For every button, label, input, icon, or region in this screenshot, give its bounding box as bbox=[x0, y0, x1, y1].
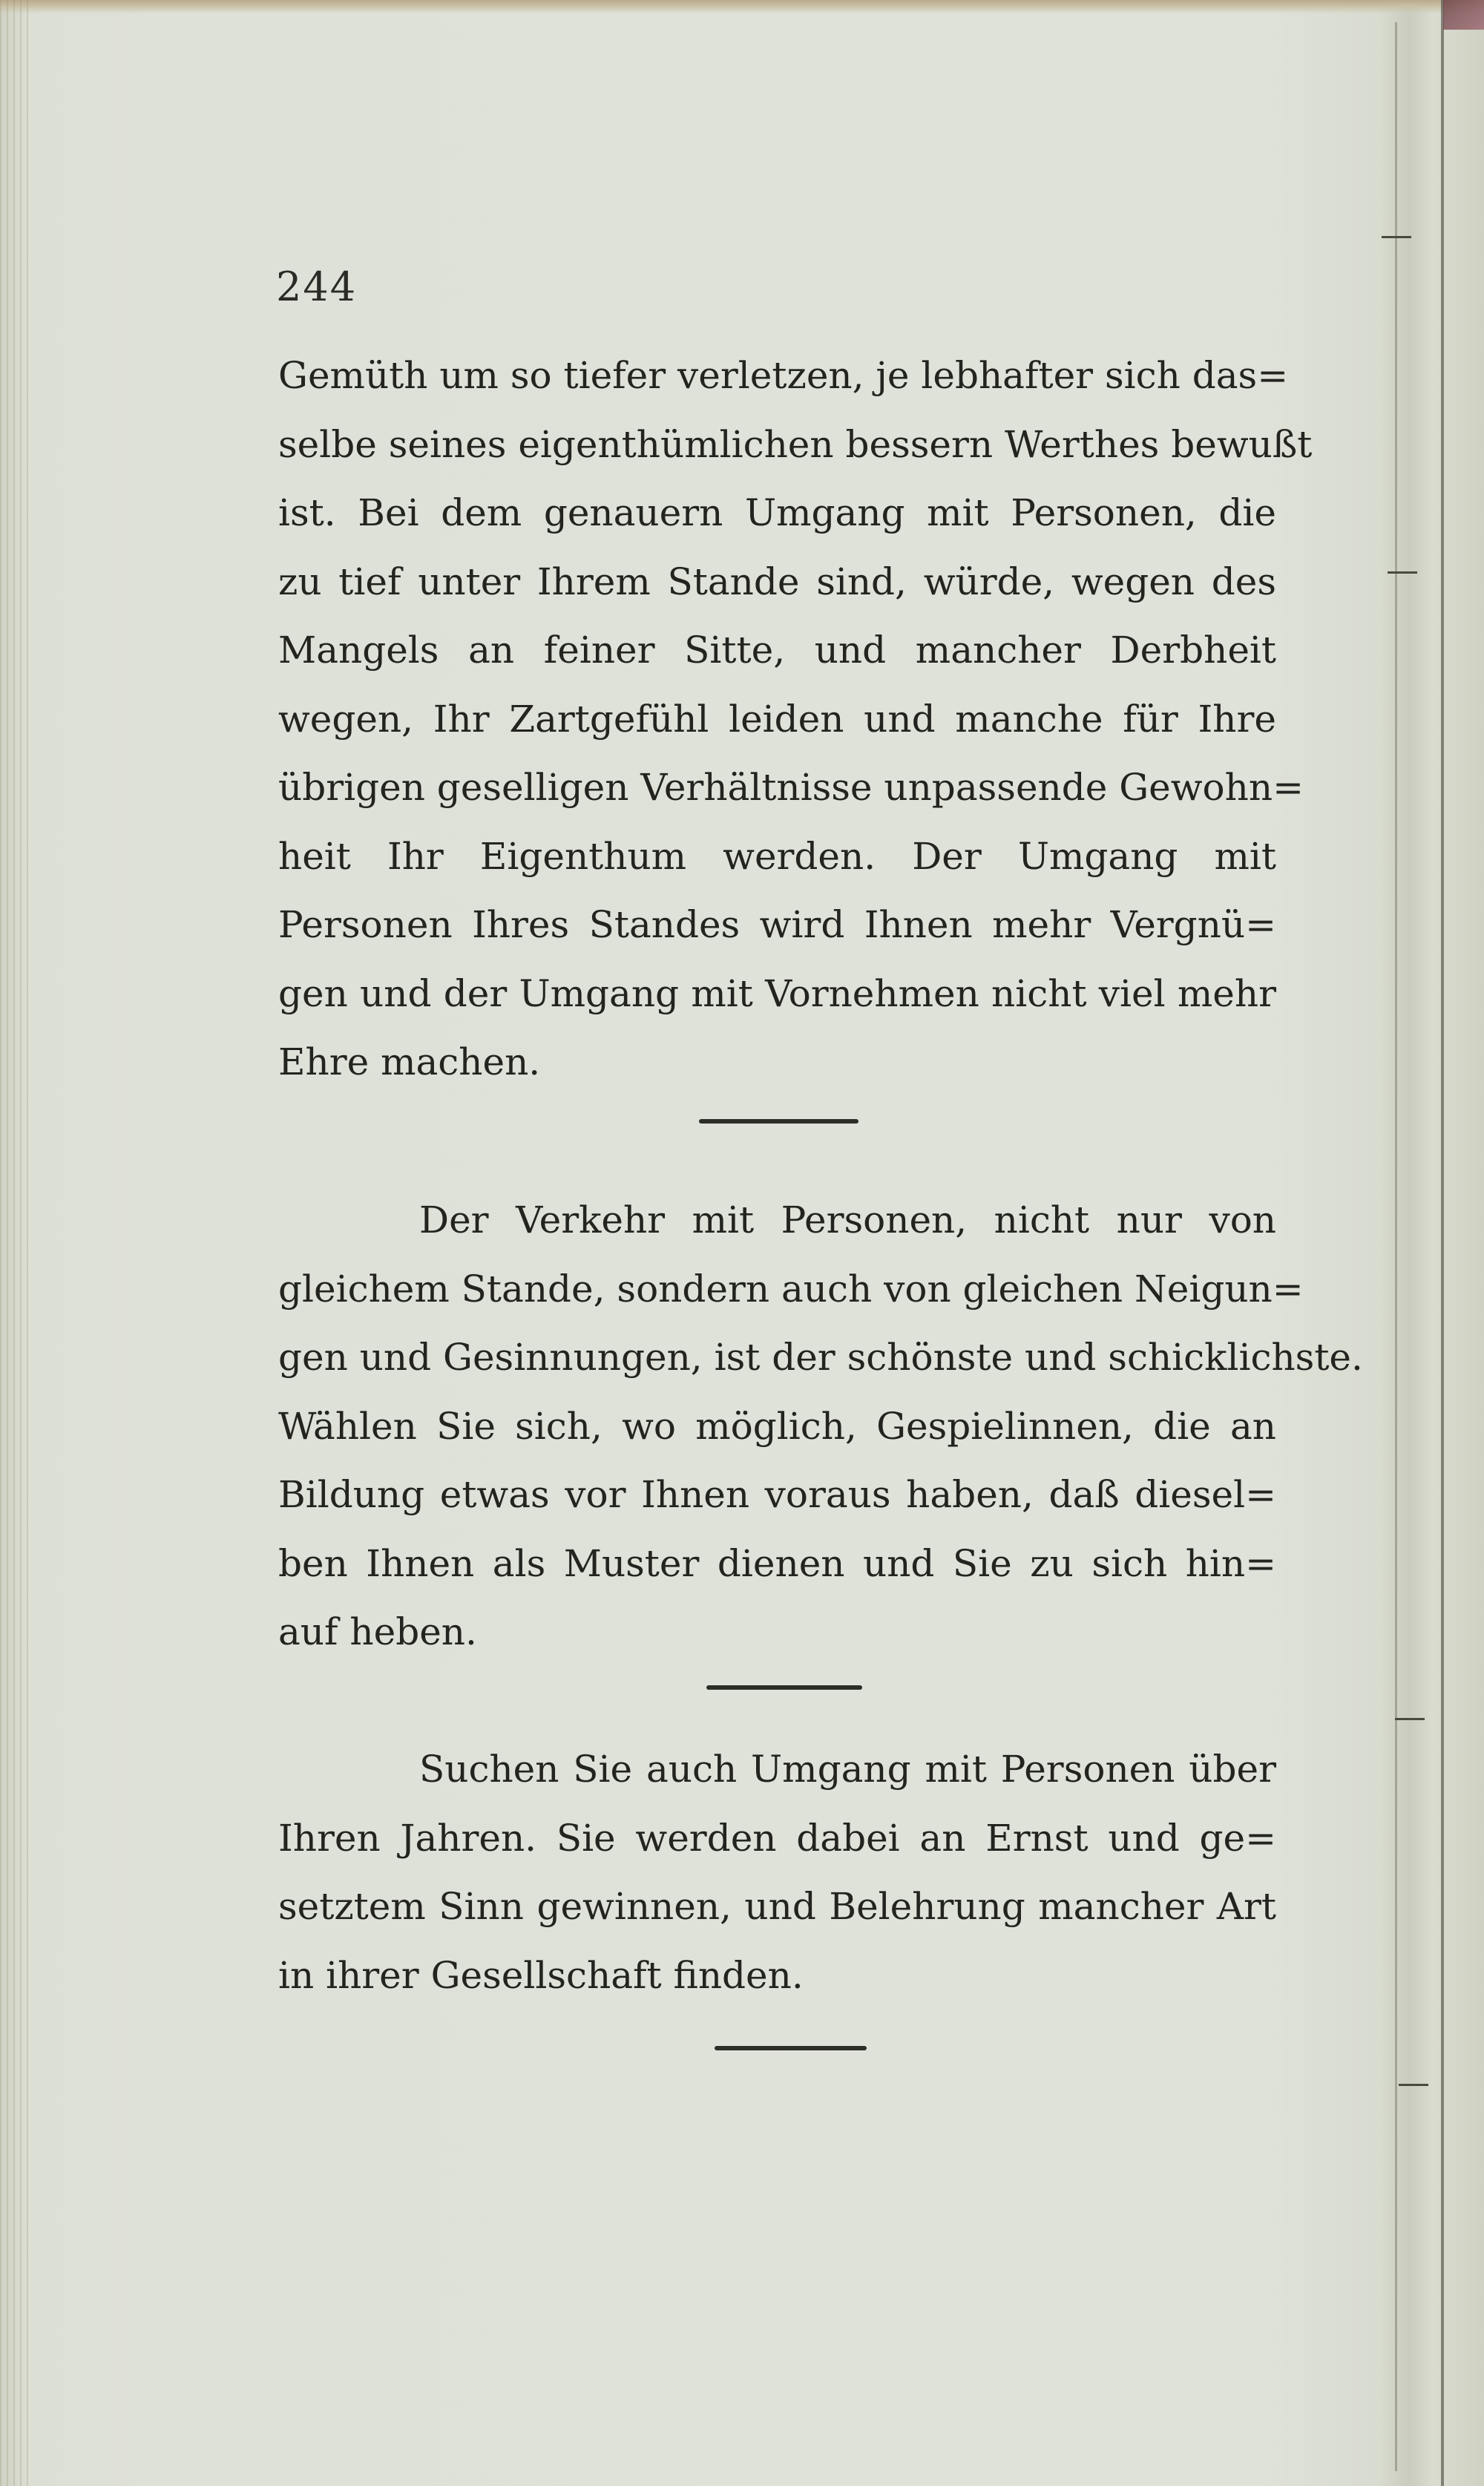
text-line: Ihren Jahren. Sie werden dabei an Ernst und ge= bbox=[278, 1816, 1276, 1860]
page-top-edge bbox=[0, 0, 1484, 13]
text-line: auf heben. bbox=[278, 1610, 477, 1653]
cover-corner bbox=[1443, 0, 1484, 30]
text-line: setztem Sinn gewinnen, und Belehrung mancher Art bbox=[278, 1885, 1276, 1928]
text-line: wegen, Ihr Zartgefühl leiden und manche für Ihre bbox=[278, 697, 1276, 741]
text-line: gen und Gesinnungen, ist der schönste und schicklichste. bbox=[278, 1336, 1363, 1379]
text-line: Mangels an feiner Sitte, und mancher Derbheit bbox=[278, 629, 1276, 672]
edge-tick-mark bbox=[1395, 1718, 1425, 1720]
page-number: 244 bbox=[276, 263, 358, 310]
text-line: Gemüth um so tiefer verletzen, je lebhafter sich das= bbox=[278, 354, 1289, 397]
paragraph-1 bbox=[278, 341, 1313, 1097]
edge-tick-mark bbox=[1399, 2084, 1428, 2086]
page-left-edge bbox=[0, 0, 30, 2486]
section-separator bbox=[715, 2046, 867, 2050]
text-line: Personen Ihres Standes wird Ihnen mehr Vergnü= bbox=[278, 903, 1276, 946]
text-line: Wählen Sie sich, wo möglich, Gespielinnen, die an bbox=[278, 1404, 1276, 1448]
text-line: gen und der Umgang mit Vornehmen nicht viel mehr bbox=[278, 971, 1276, 1015]
page-right-edge-rule bbox=[1395, 22, 1397, 2471]
edge-tick-mark bbox=[1382, 236, 1411, 238]
section-separator bbox=[699, 1119, 858, 1124]
text-line: Ehre machen. bbox=[278, 1040, 541, 1083]
text-line: selbe seines eigenthümlichen bessern Werthes bewußt bbox=[278, 422, 1313, 466]
text-line: zu tief unter Ihrem Stande sind, würde, wegen des bbox=[278, 560, 1276, 603]
text-line: übrigen geselligen Verhältnisse unpassende Gewohn= bbox=[278, 766, 1304, 809]
section-separator bbox=[706, 1685, 862, 1690]
text-line: ben Ihnen als Muster dienen und Sie zu sich hin= bbox=[278, 1541, 1276, 1585]
text-line: in ihrer Gesellschaft finden. bbox=[278, 1953, 804, 1997]
text-line: gleichem Stande, sondern auch von gleichen Neigun= bbox=[278, 1267, 1304, 1311]
text-line: ist. Bei dem genauern Umgang mit Personen, die bbox=[278, 491, 1276, 534]
text-line: Bildung etwas vor Ihnen voraus haben, daß diesel= bbox=[278, 1473, 1276, 1516]
binding-edge bbox=[1441, 0, 1444, 2486]
text-line: Der Verkehr mit Personen, nicht nur von bbox=[419, 1198, 1276, 1242]
paragraph-3 bbox=[278, 1735, 1276, 2010]
text-line: Suchen Sie auch Umgang mit Personen über bbox=[419, 1748, 1276, 1791]
paragraph-2 bbox=[278, 1186, 1363, 1667]
text-line: heit Ihr Eigenthum werden. Der Umgang mit bbox=[278, 834, 1276, 878]
edge-tick-mark bbox=[1388, 571, 1417, 574]
